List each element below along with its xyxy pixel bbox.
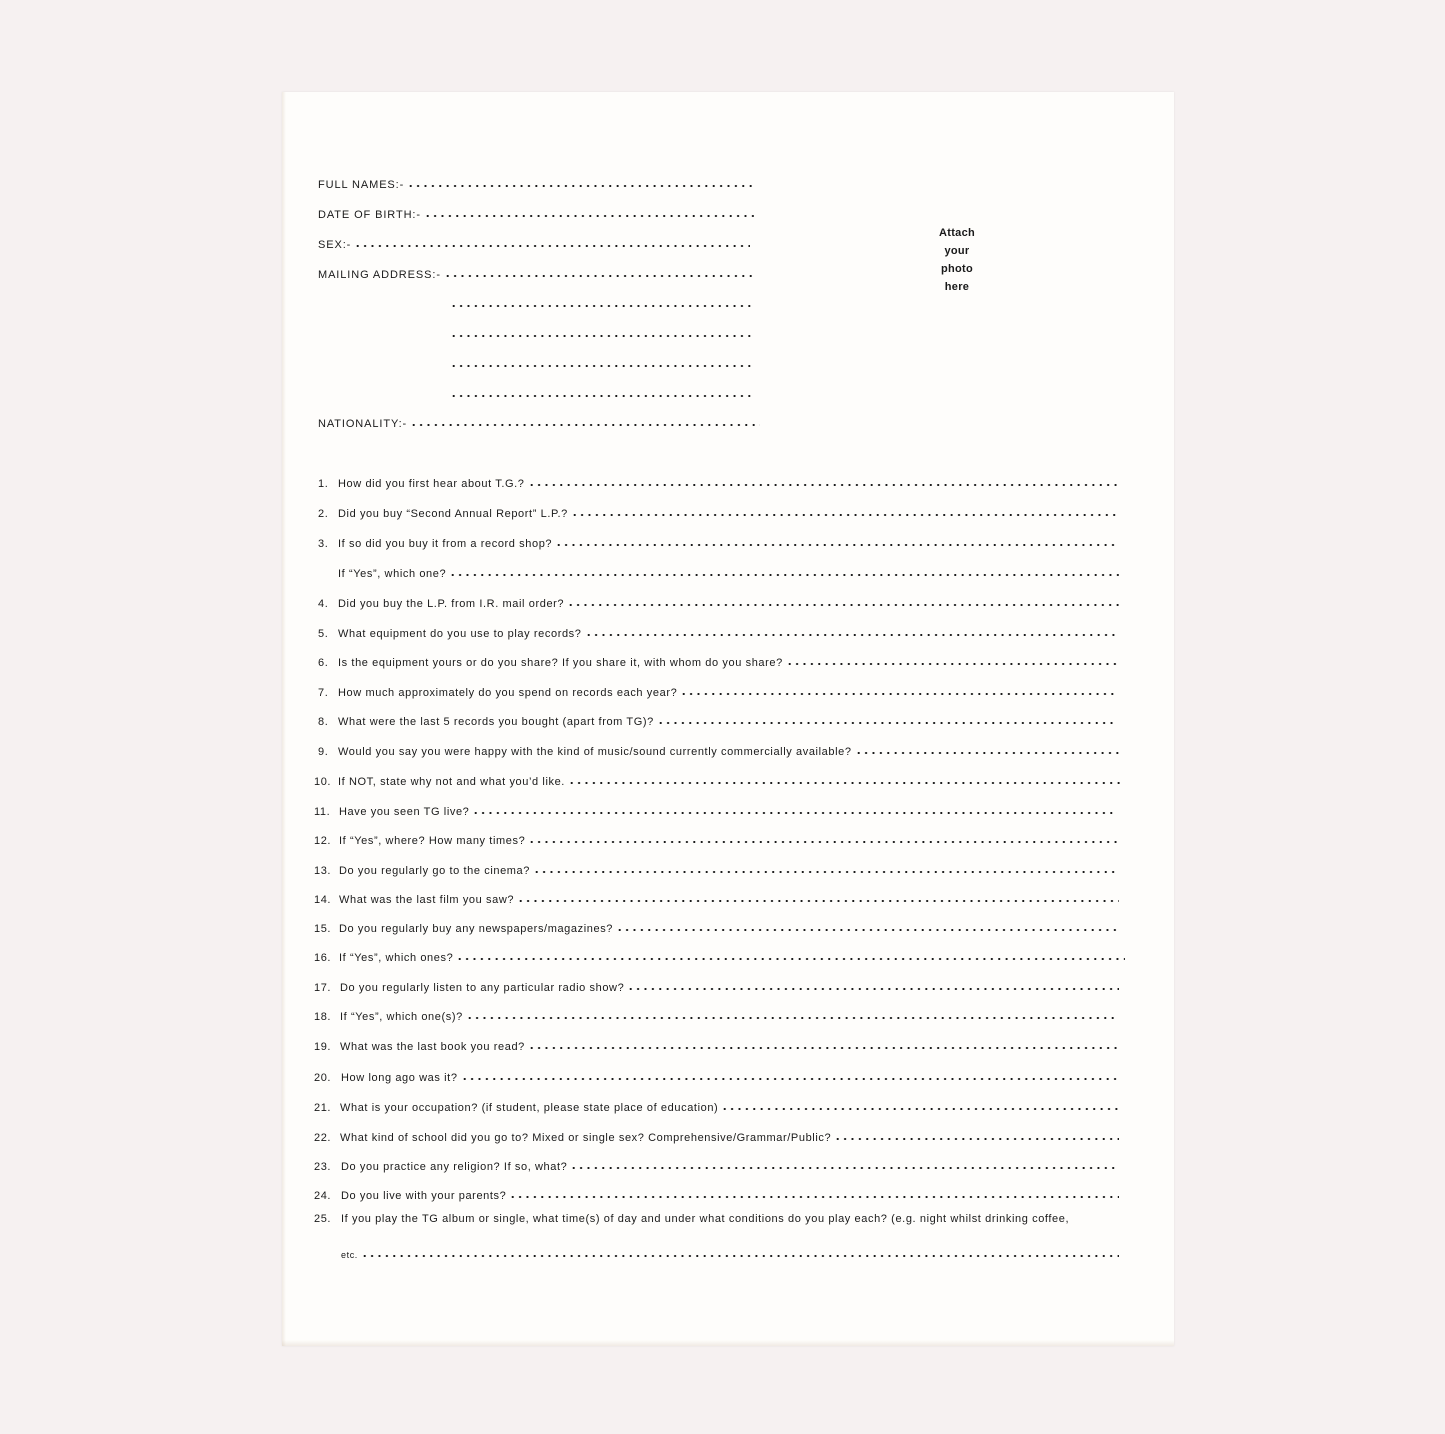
question-text: If you play the TG album or single, what time(s) of day and under what conditions do you play each? (e.g. night whilst drinking coffee, <box>341 1213 1070 1225</box>
dotted-fill-line <box>461 1067 1119 1081</box>
dotted-fill-line <box>509 1185 1119 1199</box>
question-text: What equipment do you use to play records? <box>338 628 582 640</box>
question-row[interactable] <box>318 741 1121 759</box>
question-number: 6. <box>318 657 329 669</box>
question-text: If so did you buy it from a record shop? <box>338 538 553 550</box>
question-text: How did you first hear about T.G.? <box>338 478 525 490</box>
question-number: 5. <box>318 628 329 640</box>
dotted-fill-line <box>616 918 1119 932</box>
dotted-fill-line <box>627 977 1119 991</box>
question-text: Do you regularly listen to any particular radio show? <box>340 982 625 994</box>
sex-label: SEX:- <box>318 239 352 251</box>
dotted-fill-line <box>450 324 754 338</box>
question-row[interactable] <box>318 682 1117 700</box>
question-number: 25. <box>314 1213 332 1225</box>
dotted-fill-line <box>466 1006 1117 1020</box>
photo-instruction-line: photo <box>940 263 974 275</box>
question-number: 19. <box>314 1041 332 1053</box>
question-text: What is your occupation? (if student, please state place of education) <box>340 1102 719 1114</box>
question-number: 8. <box>318 716 329 728</box>
question-row[interactable] <box>338 563 1119 581</box>
question-row[interactable] <box>318 623 1119 641</box>
mailing-address-field[interactable] <box>318 264 754 282</box>
question-row[interactable] <box>314 830 1119 848</box>
dotted-fill-line <box>533 860 1119 874</box>
dotted-fill-line <box>354 234 750 248</box>
dotted-fill-line <box>407 174 754 188</box>
dotted-fill-line <box>786 652 1119 666</box>
question-25-text <box>314 1212 1069 1226</box>
question-text: Do you regularly buy any newspapers/magazines? <box>339 923 614 935</box>
question-number: 14. <box>314 894 332 906</box>
question-number: 3. <box>318 538 329 550</box>
question-text: If “Yes”, where? How many times? <box>339 835 526 847</box>
dotted-fill-line <box>834 1127 1119 1141</box>
dotted-fill-line <box>528 830 1119 844</box>
dotted-fill-line <box>444 264 754 278</box>
question-row[interactable] <box>314 1127 1119 1145</box>
question-row[interactable] <box>318 711 1117 729</box>
question-row[interactable] <box>314 947 1125 965</box>
question-number: 11. <box>314 806 331 818</box>
mailing-address-line-4[interactable] <box>450 354 754 368</box>
question-number: 16. <box>314 952 332 964</box>
question-row[interactable] <box>314 1036 1119 1054</box>
question-number: 21. <box>314 1102 332 1114</box>
dotted-fill-line <box>555 533 1119 547</box>
question-text: How much approximately do you spend on records each year? <box>338 687 678 699</box>
question-number: 24. <box>314 1190 332 1202</box>
full-names-field[interactable] <box>318 174 754 192</box>
dotted-fill-line <box>517 889 1119 903</box>
question-text: How long ago was it? <box>341 1072 458 1084</box>
dotted-fill-line <box>528 1036 1119 1050</box>
question-row[interactable] <box>314 1185 1119 1203</box>
question-number: 13. <box>314 865 332 877</box>
question-number: 12. <box>314 835 332 847</box>
dotted-fill-line <box>450 294 754 308</box>
dotted-fill-line <box>424 204 754 218</box>
question-text: Do you practice any religion? If so, what? <box>341 1161 568 1173</box>
question-row[interactable] <box>314 771 1121 789</box>
mailing-address-line-3[interactable] <box>450 324 754 338</box>
question-text: Have you seen TG live? <box>339 806 470 818</box>
question-text: Did you buy “Second Annual Report” L.P.? <box>338 508 568 520</box>
question-row[interactable] <box>314 1006 1117 1024</box>
full-names-label: FULL NAMES:- <box>318 179 405 191</box>
date-of-birth-label: DATE OF BIRTH:- <box>318 209 421 221</box>
question-text: If “Yes”, which ones? <box>339 952 454 964</box>
question-row[interactable] <box>314 977 1119 995</box>
question-text: Is the equipment yours or do you share? If you share it, with whom do you share? <box>338 657 783 669</box>
question-text: If NOT, state why not and what you’d like. <box>338 776 565 788</box>
question-row[interactable] <box>318 533 1119 551</box>
dotted-fill-line <box>450 354 754 368</box>
nationality-label: NATIONALITY:- <box>318 418 408 430</box>
dotted-fill-line <box>680 682 1117 696</box>
question-row[interactable] <box>314 860 1119 878</box>
question-number: 7. <box>318 687 329 699</box>
photo-instruction-line: here <box>944 281 970 293</box>
dotted-fill-line <box>456 947 1125 961</box>
question-row[interactable] <box>314 918 1119 936</box>
question-number: 2. <box>318 508 329 520</box>
photo-instruction-line: your <box>944 245 970 257</box>
nationality-field[interactable] <box>318 413 760 431</box>
dotted-fill-line <box>472 801 1117 815</box>
photo-instruction-line: Attach <box>938 227 976 239</box>
mailing-address-line-5[interactable] <box>450 384 754 398</box>
question-row[interactable] <box>314 801 1117 819</box>
question-text: Do you regularly go to the cinema? <box>339 865 530 877</box>
question-number: 22. <box>314 1132 332 1144</box>
question-number: 4. <box>318 598 329 610</box>
question-row[interactable] <box>318 503 1117 521</box>
question-text: What kind of school did you go to? Mixed or single sex? Comprehensive/Grammar/Public? <box>340 1132 832 1144</box>
question-number: 9. <box>318 746 329 758</box>
question-text: What was the last book you read? <box>340 1041 525 1053</box>
question-text: Would you say you were happy with the kind of music/sound currently commercially available? <box>338 746 852 758</box>
question-number: 10. <box>314 776 332 788</box>
dotted-fill-line <box>567 593 1119 607</box>
question-text: What were the last 5 records you bought (apart from TG)? <box>338 716 654 728</box>
question-text-continuation: etc. <box>341 1250 358 1260</box>
mailing-address-line-2[interactable] <box>450 294 754 308</box>
dotted-fill-line <box>585 623 1120 637</box>
question-row[interactable] <box>314 889 1119 907</box>
question-text: Do you live with your parents? <box>341 1190 507 1202</box>
dotted-fill-line <box>855 741 1121 755</box>
question-number: 15. <box>314 923 332 935</box>
question-text: What was the last film you saw? <box>339 894 515 906</box>
question-row[interactable] <box>318 593 1119 611</box>
question-row[interactable] <box>318 473 1119 491</box>
question-text: If “Yes”, which one? <box>338 568 447 580</box>
question-row[interactable] <box>314 1067 1119 1085</box>
dotted-fill-line <box>657 711 1117 725</box>
dotted-fill-line <box>449 563 1119 577</box>
photo-placeholder[interactable] <box>922 224 992 296</box>
date-of-birth-field[interactable] <box>318 204 754 222</box>
question-text: If “Yes”, which one(s)? <box>340 1011 463 1023</box>
question-number: 20. <box>314 1072 332 1084</box>
question-text: Did you buy the L.P. from I.R. mail order? <box>338 598 565 610</box>
dotted-fill-line <box>361 1244 1119 1258</box>
dotted-fill-line <box>571 503 1117 517</box>
dotted-fill-line <box>570 1156 1119 1170</box>
mailing-address-label: MAILING ADDRESS:- <box>318 269 441 281</box>
question-25-answer-line[interactable] <box>341 1244 1119 1262</box>
question-number: 17. <box>314 982 332 994</box>
question-row[interactable] <box>314 1156 1119 1174</box>
dotted-fill-line <box>528 473 1119 487</box>
question-number: 18. <box>314 1011 332 1023</box>
dotted-fill-line <box>450 384 754 398</box>
dotted-fill-line <box>568 771 1121 785</box>
question-number: 1. <box>318 478 329 490</box>
question-row[interactable] <box>318 652 1119 670</box>
question-number: 23. <box>314 1161 332 1173</box>
dotted-fill-line <box>410 413 760 427</box>
sex-field[interactable] <box>318 234 750 252</box>
question-row[interactable] <box>314 1097 1119 1115</box>
dotted-fill-line <box>721 1097 1119 1111</box>
